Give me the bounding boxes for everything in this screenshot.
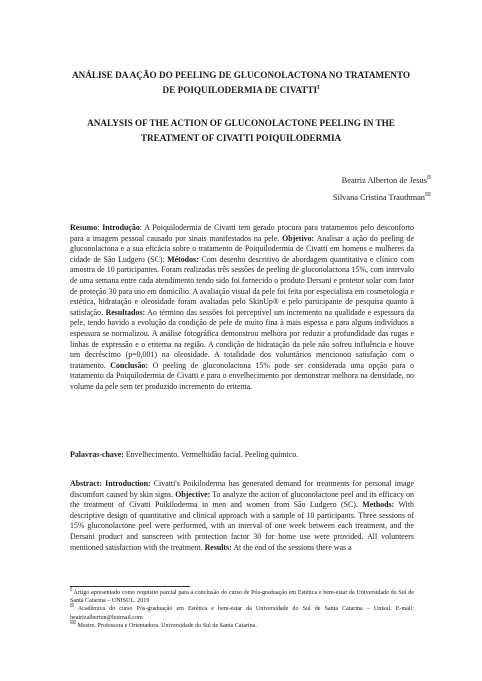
abstract-obj: To analyze the action of gluconolactone peel and its efficacy on the treatment of Civatti Poikiloderma in men and women from São Ludgero (SC).	[70, 489, 414, 510]
footnote-3	[70, 619, 414, 630]
abstract-res-label: Results	[204, 542, 230, 552]
footnote-text: Mestre. Professora e Orientadora. Universidade do Sul de Santa Catarina.	[77, 622, 257, 629]
author-1	[342, 176, 431, 185]
abstract-met-label: Methods	[362, 500, 392, 510]
resumo-paragraph: Resumo: Introdução: A Poiquilodermia de Civatti tem gerado procura para tratamentos pelo desconforto para a imagem pessoal causado por sinais manifestados na pele. Objetivo: Analisar a ação do peeling de gluconolactona e a sua eficácia sobre o tratamento de Poiquilodermia de Civatti em homens e mulheres da cidade de São Ludgero (SC). Métodos: Com desenho descritivo de abordagem quantitativa e clínico com amostra de 10 participantes. Foram realizadas três sessões de peeling de gluconolactona 15%, com intervalo de uma semana entre cada atendimento tendo sido foi fornecido o produto Dersani e protetor solar com fator de proteção 30 para uso em domicílio. A avaliação visual da pele foi feita por especialista em cosmetologia e estética, hidratação e oleosidade foram avaliadas pelo SkinUp® e pelo participante de pesquisa quanto à satisfação. Resultados: Ao término das sessões foi perceptível um incremento na qualidade e espessura da pele, tendo havido a evolução da condição de pele de muito fina à mais espessa e para alguns indivíduos a espessura se normalizou. A análise fotográfica demonstrou melhora por reduzir a profundidade das rugas e linhas de expressão e o eritema na região. A condição de hidratação da pele não sofreu influência e houve um decréscimo (p=0,001) na oleosidade. A totalidade dos voluntários mencionou satisfação com o tratamento. Conclusão: O peeling de gluconolactona 15% pode ser considerada uma opção para o tratamento da Poiquilodermia de Civatti e para o envelhecimento por demonstrar melhora na densidade, no volume da pele sem ter produzido incremento do eritema.	[70, 223, 415, 391]
abstract-intro-label: Introduction	[105, 479, 148, 488]
resumo-obj-label: Objetivo	[282, 233, 312, 243]
abstract-met: With descriptive design of quantitative and clinical approach with a sample of 10 participants. Three sessions of 15% gluconolactone peel were performed, with an interval of one week between each treatment, and the Dersani product and sunscreen with protection factor 30 for home use were provided. All volunteers mentioned satisfaction with the treatment.	[70, 500, 414, 552]
footnote-divider	[70, 586, 190, 587]
resumo-met: Com desenho descritivo de abordagem quantitativa e clínico com amostra de 10 participantes. Foram realizadas três sessões de peeling de gluconolactona 15%, com intervalo de uma semana entre cada atendimento tendo sido foi fornecido o produto Dersani e protetor solar com fator de proteção 30 para uso em domicílio. A avaliação visual da pele foi feita por especialista em cosmetologia e estética, hidratação e oleosidade foram avaliadas pelo SkinUp® e pelo participante de pesquisa quanto à satisfação.	[70, 254, 414, 317]
abstract-paragraph: Abstract: Introduction: Civatti's Poikiloderma has generated demand for treatments for personal image discomfort caused by skin signs. Objective: To analyze the action of gluconolactone peel and its efficacy on the treatment of Civatti Poikiloderma in men and women from São Ludgero (SC). Methods: With descriptive design of quantitative and clinical approach with a sample of 10 participants. Three sessions of 15% gluconolactone peel were performed, with an interval of one week between each treatment, and the Dersani product and sunscreen with protection factor 30 for home use were provided. All volunteers mentioned satisfaction with the treatment. Results: At the end of the sessions there was a	[70, 479, 414, 552]
footnote-email: E-mail: beatrizalberton@hotmail.com	[70, 606, 415, 621]
title-en-line2: TREATMENT OF CIVATTI POIQUILODERMIA	[140, 133, 342, 143]
title-pt-line1: ANÁLISE DA AÇÃO DO PEELING DE GLUCONOLACTONA NO TRATAMENTO	[71, 70, 411, 80]
abstract-obj-label: Objective	[175, 489, 208, 499]
resumo-label: Resumo	[70, 223, 98, 232]
abstract-res: At the end of the sessions there was a	[233, 542, 352, 552]
title-english	[40, 116, 442, 146]
keywords-text: Envelhecimento. Vermelhidão facial. Peeling químico.	[125, 450, 299, 459]
abstract-label: Abstract	[70, 479, 100, 488]
resumo-con: O peeling de gluconolactona 15% pode ser considerada uma opção para o tratamento da Poiquilodermia de Civatti e para o envelhecimento por demonstrar melhora na densidade, no volume da pele sem ter produzido incremento do eritema.	[70, 360, 415, 391]
author-name: Beatriz Alberton de Jesus	[341, 176, 427, 185]
footnote-mark: I	[70, 586, 72, 593]
footnote-mark: II	[427, 175, 431, 182]
resumo-intro-label: Introdução	[102, 223, 140, 232]
resumo-obj: Analisar a ação do peeling de gluconolactona e a sua eficácia sobre o tratamento de Poiquilodermia de Civatti em homens e mulheres da cidade de São Ludgero (SC).	[70, 233, 414, 264]
resumo-intro: A Poiquilodermia de Civatti tem gerado procura para tratamentos pelo desconforto para a imagem pessoal causado por sinais manifestados na pele.	[70, 223, 414, 243]
keywords-label: Palavras-chave	[70, 450, 122, 459]
footnote-text: Artigo apresentado como requisito parcial para a conclusão do curso de Pós-graduação em Estética e bem-estar da Universidade do Sul de Santa Catarina – UNISUL. 2019	[70, 590, 414, 605]
footnotes	[70, 586, 415, 630]
title-portuguese	[40, 68, 442, 98]
resumo-res: Ao término das sessões foi perceptível um incremento na qualidade e espessura da pele, tendo havido a evolução da condição de pele de muito fina à mais espessa e para alguns indivíduos a espessura se normalizou. A análise fotográfica demonstrou melhora por reduzir a profundidade das rugas e linhas de expressão e o eritema na região. A condição de hidratação da pele não sofreu influência e houve um decréscimo (p=0,001) na oleosidade. A totalidade dos voluntários mencionou satisfação com o tratamento.	[70, 307, 414, 370]
author-2	[333, 193, 431, 202]
footnote-mark: I	[317, 84, 320, 91]
title-en-line1: ANALYSIS OF THE ACTION OF GLUCONOLACTONE PEELING IN THE	[87, 118, 395, 128]
footnote-1	[70, 586, 414, 605]
footnote-2	[70, 605, 414, 621]
footnote-text: Acadêmica do curso Pós-graduação em Estética e bem-estar da Universidade do Sul de Santa Catarina – Unisul.	[77, 606, 392, 613]
footnote-mark: III	[425, 192, 431, 199]
resumo-con-label: Conclusão	[110, 360, 146, 370]
footnote-mark: II	[70, 603, 74, 610]
keywords-paragraph: Palavras-chave: Envelhecimento. Vermelhidão facial. Peeling químico.	[70, 450, 299, 459]
author-name: Silvana Cristina Trauthman	[332, 193, 425, 202]
title-pt-line2: DE POIQUILODERMIA DE $CIVATTI^I$	[162, 84, 320, 95]
footnote-mark: III	[70, 619, 76, 626]
resumo-res-label: Resultados	[105, 307, 143, 317]
resumo-met-label: Métodos	[167, 254, 197, 264]
abstract-intro: Civatti's Poikiloderma has generated demand for treatments for personal image discomfort caused by skin signs.	[70, 479, 414, 499]
